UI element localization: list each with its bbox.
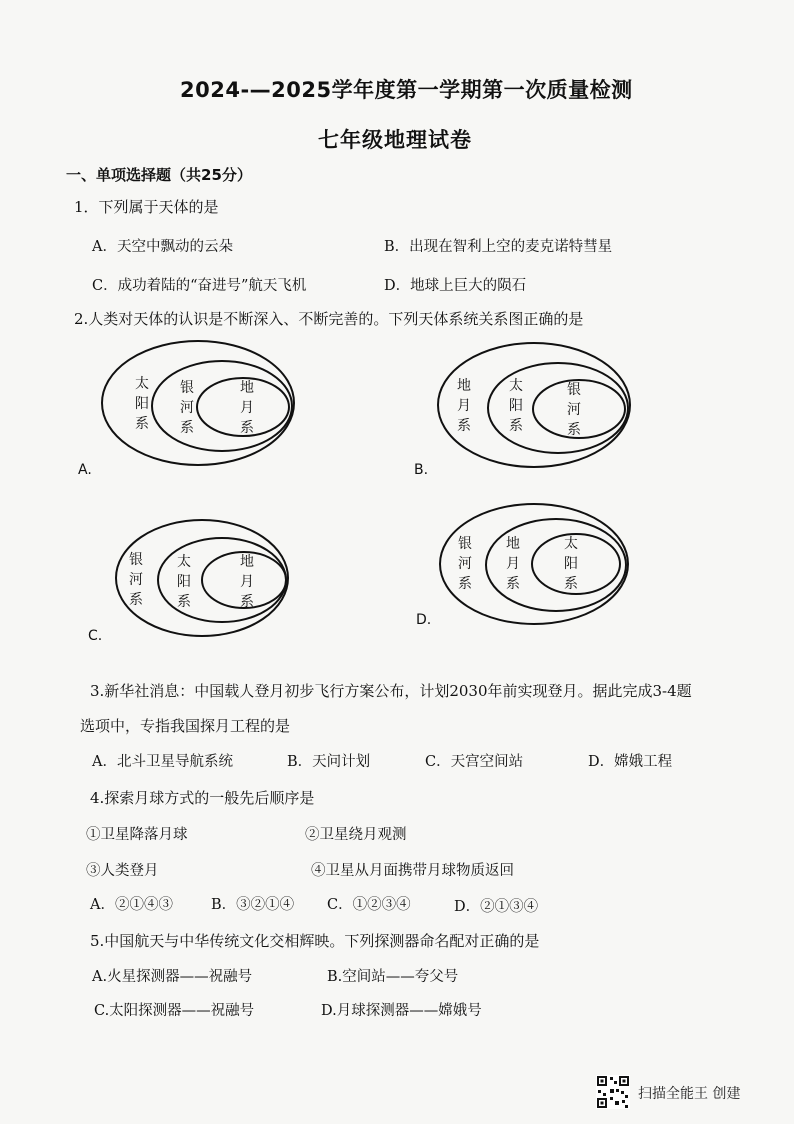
question-3-option-a: A．北斗卫星导航系统 [92, 754, 233, 770]
question-4-step-3: ③人类登月 [86, 863, 159, 879]
question-1-option-a: A．天空中飘动的云朵 [92, 239, 233, 255]
diagram-b-label: B. [414, 462, 429, 478]
question-3-option-b: B．天问计划 [287, 754, 371, 770]
diagram-a-inner-label: 地月系 [240, 380, 254, 436]
diagram-d-inner-label: 太阳系 [564, 536, 578, 592]
exam-title: 2024-—2025学年度第一学期第一次质量检测 [180, 78, 633, 102]
diagram-a-middle-ellipse [152, 361, 292, 451]
question-4-step-2: ②卫星绕月观测 [305, 827, 407, 843]
qr-code-icon [596, 1075, 630, 1109]
question-3-stem-line1: 3.新华社消息：中国载人登月初步飞行方案公布，计划2030年前实现登月。据此完成3-4题 [90, 682, 692, 700]
diagram-b-middle-label: 太阳系 [509, 378, 523, 434]
question-4-option-c: C．①②③④ [327, 897, 411, 913]
question-1-option-d: D．地球上巨大的陨石 [384, 278, 527, 294]
question-5-option-a: A.火星探测器——祝融号 [92, 969, 253, 985]
exam-subtitle: 七年级地理试卷 [318, 128, 472, 152]
diagram-d-label: D. [416, 612, 432, 628]
scanner-watermark: 扫描全能王 创建 [638, 1086, 741, 1102]
section-heading: 一、单项选择题（共25分） [66, 166, 252, 184]
question-4-step-1: ①卫星降落月球 [86, 827, 188, 843]
question-4-step-4: ④卫星从月面携带月球物质返回 [311, 863, 514, 879]
diagram-a-label: A. [78, 462, 92, 478]
question-3-option-c: C．天宫空间站 [425, 754, 524, 770]
diagram-b-outer-label: 地月系 [457, 378, 471, 434]
diagram-a [98, 336, 298, 470]
question-3-stem-line2: 选项中，专指我国探月工程的是 [80, 717, 291, 735]
question-1-option-b: B．出现在智利上空的麦克诺特彗星 [384, 239, 613, 255]
question-5-option-b: B.空间站——夸父号 [327, 969, 459, 985]
question-5-stem: 5.中国航天与中华传统文化交相辉映。下列探测器命名配对正确的是 [90, 932, 540, 950]
question-5-option-c: C.太阳探测器——祝融号 [94, 1003, 255, 1019]
diagram-d-middle-label: 地月系 [506, 536, 520, 592]
diagram-b-inner-label: 银河系 [567, 382, 581, 438]
question-1-option-c: C．成功着陆的“奋进号”航天飞机 [92, 278, 307, 294]
diagram-c-inner-label: 地月系 [240, 554, 254, 610]
diagram-c-outer-label: 银河系 [129, 552, 143, 608]
diagram-b [434, 338, 634, 472]
diagram-c-label: C. [88, 628, 103, 644]
question-1-stem: 1．下列属于天体的是 [74, 198, 219, 216]
diagram-c-middle-label: 太阳系 [177, 554, 191, 610]
diagram-d [436, 498, 636, 632]
question-2-stem: 2.人类对天体的认识是不断深入、不断完善的。下列天体系统关系图正确的是 [74, 310, 584, 328]
diagram-c [112, 514, 312, 648]
question-4-option-b: B．③②①④ [211, 897, 295, 913]
diagram-a-middle-label: 银河系 [180, 380, 194, 436]
diagram-d-outer-label: 银河系 [458, 536, 472, 592]
question-4-option-a: A．②①④③ [90, 897, 173, 913]
question-5-option-d: D.月球探测器——嫦娥号 [321, 1003, 482, 1019]
question-3-option-d: D．嫦娥工程 [588, 754, 673, 770]
question-4-option-d: D．②①③④ [454, 899, 539, 915]
question-4-stem: 4.探索月球方式的一般先后顺序是 [90, 789, 315, 807]
diagram-a-outer-label: 太阳系 [135, 376, 149, 432]
